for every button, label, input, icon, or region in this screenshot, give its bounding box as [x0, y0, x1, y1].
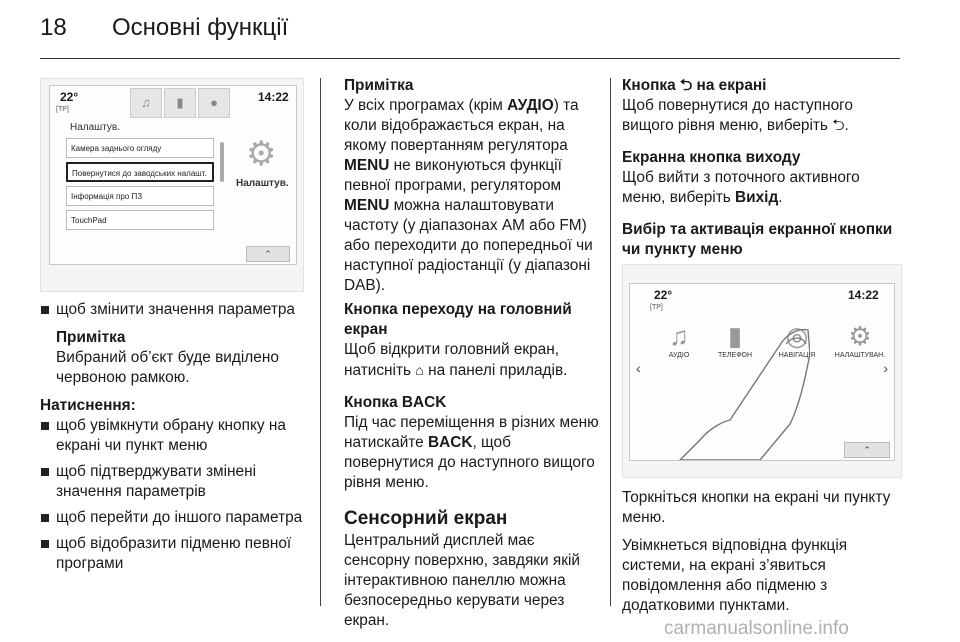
screen2-tp-label: [TP] — [650, 304, 663, 311]
home-screen-figure — [622, 264, 902, 478]
touchscreen-title: Сенсорний екран — [344, 508, 508, 529]
back-onscreen-title: Кнопка ⮌ на екрані — [622, 77, 767, 94]
app-navigation[interactable]: ◎ НАВІГАЦІЯ — [772, 320, 822, 359]
bullet-activate: щоб увімкнути обрану кнопку на екрані чи пункт меню — [40, 416, 310, 456]
app-phone[interactable]: ▮ ТЕЛЕФОН — [712, 320, 758, 359]
compass-icon: ◎ — [785, 321, 809, 351]
app-audio[interactable]: ♫ АУДІО — [656, 320, 702, 359]
header-rule — [40, 58, 900, 59]
scrollbar[interactable] — [220, 142, 224, 182]
column-divider-1 — [320, 78, 321, 606]
settings-side-label: Налаштув. — [236, 178, 289, 189]
column-2 — [344, 76, 604, 631]
screen2-temperature: 22° — [654, 288, 673, 302]
home-icon: ⌂ — [415, 362, 424, 378]
column-1 — [40, 300, 310, 574]
settings-screen-figure — [40, 78, 304, 292]
screen2-time: 14:22 — [848, 288, 879, 302]
back-button-title: Кнопка BACK — [344, 394, 447, 411]
column-divider-2 — [610, 78, 611, 606]
bullet-confirm: щоб підтверджувати змінені значення параметрів — [40, 462, 310, 502]
menu-item-rear-camera[interactable]: Камера заднього огляду — [66, 138, 214, 158]
column-3-bottom — [622, 488, 902, 616]
note-title-1: Примітка — [56, 329, 126, 346]
chevron-right-icon[interactable]: › — [883, 360, 888, 376]
settings-display — [49, 85, 297, 265]
gear-icon: ⚙ — [246, 135, 277, 173]
touch-instruction: Торкніться кнопки на екрані чи пункту меню. — [622, 489, 891, 526]
music-icon: ♫ — [669, 321, 689, 351]
column-3 — [622, 76, 902, 260]
screen-time: 14:22 — [258, 90, 289, 104]
home-button-title: Кнопка переходу на головний екран — [344, 301, 572, 338]
music-note-icon[interactable]: ♫ — [130, 88, 162, 118]
home-display — [629, 283, 895, 461]
screen-tp-label: [TP] — [56, 106, 69, 113]
menu-item-software-info[interactable]: Інформація про ПЗ — [66, 186, 214, 206]
exit-button-title: Екранна кнопка виходу — [622, 149, 801, 166]
site-watermark: carmanualsonline.info — [664, 618, 849, 639]
info-icon[interactable]: ● — [198, 88, 230, 118]
gear-icon: ⚙ — [848, 321, 872, 351]
finger-hand-icon — [660, 324, 810, 460]
press-title: Натиснення: — [40, 397, 136, 414]
menu-item-factory-reset[interactable]: Повернутися до заводських налашт. — [66, 162, 214, 182]
screen-temperature: 22° — [60, 90, 79, 104]
phone-icon[interactable]: ▮ — [164, 88, 196, 118]
home-button-text: Щоб відкрити головний екран, натисніть ⌂ на панелі приладів. — [344, 341, 568, 379]
back-button-text: Під час переміщення в різних меню натискайте BACK, щоб повернутися до наступного вищого рівня меню. — [344, 414, 599, 491]
bullet-next-setting: щоб перейти до іншого параметра — [40, 508, 310, 528]
touch-result: Увімкнеться відповідна функція системи, на екрані з’явиться повідомлення або підменю з додатковими пунктами. — [622, 537, 848, 614]
chevron-left-icon[interactable]: ‹ — [636, 360, 641, 376]
chevron-up-button[interactable]: ⌃ — [246, 246, 290, 262]
note-text-2: У всіх програмах (крім АУДІО) та коли відображається екран, на якому повертанням регулятора MENU не виконуються функції певної програми, регулятором MENU можна налаштовувати частоту (у діапазонах AM або FM) або переходити до попередньої чи наступної радіостанції (у діапазоні DAB). — [344, 97, 593, 294]
phone-icon: ▮ — [727, 321, 743, 351]
bullet-submenu: щоб відобразити підменю певної програми — [40, 534, 310, 574]
note-text-1: Вибраний об’єкт буде виділено червоною рамкою. — [56, 349, 279, 386]
page-header — [40, 14, 288, 42]
note-title-2: Примітка — [344, 77, 414, 94]
page-number: 18 — [40, 14, 67, 41]
back-onscreen-text: Щоб повернутися до наступного вищого рівня меню, виберіть ⮌. — [622, 97, 853, 134]
menu-item-touchpad[interactable]: TouchPad — [66, 210, 214, 230]
page-title: Основні функції — [112, 14, 289, 41]
chevron-up-button-2[interactable]: ⌃ — [844, 442, 890, 458]
touchscreen-text: Центральний дисплей має сенсорну поверхню, завдяки якій інтерактивною панеллю можна безпосередньо керувати через екран. — [344, 532, 580, 629]
bullet-change-value: щоб змінити значення параметра — [40, 300, 310, 320]
app-settings[interactable]: ⚙ НАЛАШТУВАН. — [830, 320, 890, 359]
exit-button-text: Щоб вийти з поточного активного меню, виберіть Вихід. — [622, 169, 860, 206]
select-activate-title: Вибір та активація екранної кнопки чи пункту меню — [622, 221, 893, 258]
settings-title: Налаштув. — [70, 122, 120, 133]
